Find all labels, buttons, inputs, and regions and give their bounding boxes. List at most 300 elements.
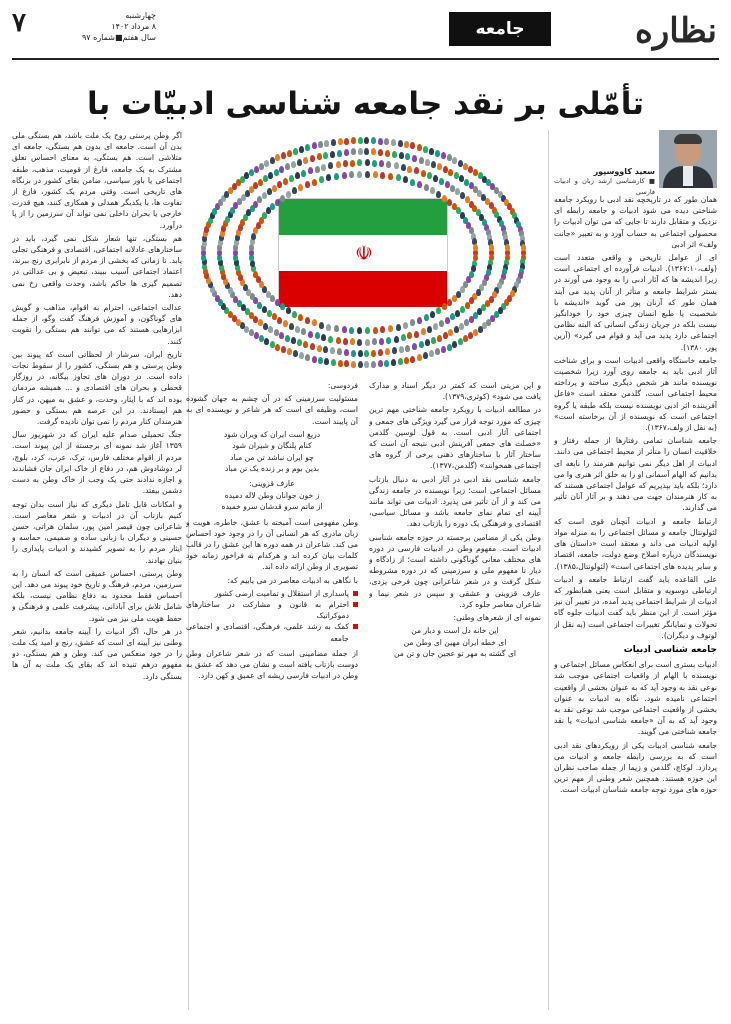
crowd-figure [281, 152, 286, 159]
crowd-figure [330, 347, 335, 354]
crowd-figure [419, 157, 424, 164]
crowd-figure [289, 175, 294, 182]
crowd-figure [344, 349, 349, 356]
crowd-figure [380, 326, 385, 333]
crowd-figure [262, 306, 267, 313]
crowd-figure [258, 319, 263, 326]
iran-flag-crowd-illustration [186, 130, 541, 375]
crowd-figure [473, 244, 478, 251]
crowd-figure [398, 140, 403, 147]
crowd-figure [403, 322, 408, 329]
crowd-figure [436, 191, 441, 198]
poem-line: چو ایران نباشد تن من مباد [230, 452, 314, 462]
crowd-figure [337, 348, 342, 355]
crowd-figure [365, 327, 370, 334]
crowd-figure [295, 172, 300, 179]
crowd-figure [328, 162, 333, 169]
crowd-figure [272, 185, 277, 192]
crowd-figure [358, 148, 363, 155]
crowd-figure [279, 332, 284, 339]
crowd-figure [343, 338, 348, 345]
crowd-figure [401, 164, 406, 171]
crowd-figure [349, 171, 354, 178]
crowd-figure [373, 327, 378, 334]
crowd-figure [410, 179, 415, 186]
poem-verse [369, 625, 541, 659]
crowd-figure [293, 350, 298, 357]
poem-line: ز خون جوانان وطن لاله دمیده [224, 490, 320, 500]
article-paragraph: جامعه شناسی ادبیات یکی از رویکردهای نقد ادبی است که به بررسی رابطه جامعه و ادبیات می پردازد. لوکاچ، گلدمن و زیما از جمله صاحب نظران این حوزه هستند. همچنین شعر وطنی از مهم ترین حوزه های مورد توجه جامعه شناسان ادبیات است. [554, 740, 717, 795]
crowd-figure [469, 316, 474, 323]
crowd-figure [298, 184, 303, 191]
crowd-figure [312, 356, 317, 363]
crowd-figure [429, 148, 434, 155]
crowd-figure [305, 354, 310, 361]
crowd-figure [403, 176, 408, 183]
crowd-figure [433, 323, 438, 330]
crowd-figure [419, 341, 424, 348]
crowd-figure [283, 178, 288, 185]
header-rule [12, 58, 719, 60]
article-subcolumn-a [369, 380, 541, 1010]
crowd-figure [425, 339, 430, 346]
crowd-figure [447, 199, 452, 206]
article-paragraph: جامعه خاستگاه واقعی ادبیات است و برای شناخت آثار ادبی باید به جامعه روی آورد زیرا شخصیت نویسنده مانند هر شخص دیگری ساخته و پرداخته محیط اجتماعی است، گلدمن معتقد است «فاعل آفریننده اثر ادبی نویسنده نیست بلکه طبقه یا گروه اجتماعی است که نویسنده از آن برخاسته است» (به نقل از ولف،۱۳۶۷). [554, 355, 717, 433]
bullet-item: احترام به قانون و مشارکت در ساختارهای دموکراتیک [186, 599, 358, 621]
crowd-figure [312, 142, 317, 149]
crowd-figure [431, 337, 436, 344]
crowd-figure [303, 341, 308, 348]
issue-day: چهارشنبه [125, 11, 156, 20]
article-paragraph: عدالت اجتماعی، احترام به اقوام، مذاهب و گویش های گوناگون، و آموزش فرهنگ گفت وگو، از جمله ابزارهایی هستند که می توانند هم بستگی را تقویت کنند. [12, 303, 182, 346]
crowd-figure [357, 159, 362, 166]
crowd-figure [447, 344, 452, 351]
crowd-figure [414, 167, 419, 174]
crowd-figure [388, 173, 393, 180]
crowd-figure [286, 191, 291, 198]
crowd-figure [489, 244, 494, 251]
crowd-figure [274, 329, 279, 336]
crowd-figure [431, 161, 436, 168]
bullet-item: کمک به رشد علمی، فرهنگی، اقتصادی و اجتماعی جامعه [186, 621, 358, 643]
crowd-figure [379, 160, 384, 167]
crowd-figure [423, 146, 428, 153]
crowd-figure [412, 155, 417, 162]
crowd-figure [323, 346, 328, 353]
crowd-figure [452, 341, 457, 348]
article-paragraph: ای از عوامل تاریخی و واقعی متعدد است (ولف،۱۳۶۷:۱۰). ادبیات فرآورده ای اجتماعی است زیرا اندیشه ها که آثار ادبی را به وجود می آورند در بستر شرایط جامعه و متأثر از آنان پدید می آیند همان طور که آرنان پور می گوید «اندیشه با شخصیت یا طبع انسان چیزی خود را خودانگیز نیست بلکه در جریان زندگی انسانی که البته نظامی اجتماعی دارد پدید می آید و قوام می گیرد» (آرین پور، ۱۳۸۰). [554, 253, 717, 352]
poem-verse [186, 429, 358, 475]
crowd-figure [473, 329, 478, 336]
crowd-figure [404, 141, 409, 148]
crowd-figure [277, 317, 282, 324]
crowd-figure [437, 335, 442, 342]
crowd-figure [285, 163, 290, 170]
crowd-figure [399, 346, 404, 353]
crowd-figure [445, 181, 450, 188]
crowd-figure [317, 153, 322, 160]
article-paragraph: جامعه شناسی نقد ادبی در آثار ادبی به دنبال بازتاب مسائل اجتماعی است؛ زیرا نویسنده در جامعه زندگی می کند و از آن تأثیر می پذیرد. ادبیات می تواند مانند آیینه ای تمام نمای جامعه باشد و مسائل سیاسی، اقتصادی و فرهنگی یک دوره را بازتاب دهد. [369, 474, 541, 529]
crowd-figure [351, 148, 356, 155]
crowd-figure [292, 311, 297, 318]
crowd-figure [398, 358, 403, 365]
crowd-figure [448, 329, 453, 336]
crowd-figure [277, 181, 282, 188]
crowd-figure [405, 345, 410, 352]
crowd-figure [357, 327, 362, 334]
crowd-figure [427, 326, 432, 333]
crowd-figure [365, 159, 370, 166]
poem-line: کنام پلنگان و شیران شود [232, 441, 312, 451]
column-divider [548, 130, 549, 1010]
crowd-figure [399, 152, 404, 159]
crowd-figure [478, 326, 483, 333]
crowd-figure [270, 341, 275, 348]
crowd-figure [350, 160, 355, 167]
crowd-figure [268, 326, 273, 333]
crowd-figure [274, 169, 279, 176]
crowd-figure [308, 167, 313, 174]
crowd-figure [410, 319, 415, 326]
crowd-figure [358, 137, 363, 144]
crowd-figure [244, 326, 249, 333]
crowd-figure [521, 244, 526, 251]
crowd-figure [298, 314, 303, 321]
article-paragraph: نمونه ای از شعرهای وطنی: [453, 613, 541, 623]
crowd-figure [421, 328, 426, 335]
crowd-figure [407, 332, 412, 339]
article-paragraph: علی القاعده باید گفت ارتباط جامعه و ادبیات ارتباطی دوسویه و متقابل است یعنی همانطور که ادبیات از شرایط اجتماعی پدید آمده، در تغییر آن نیز مؤثر است. از این منظر باید گفت ادبیات جلوه گاه تحولات و نمایانگر تغییرات اجتماعی است (به نقل از لوتوف و دیگران). [554, 574, 717, 640]
crowd-figure [410, 356, 415, 363]
crowd-figure [396, 174, 401, 181]
crowd-figure [372, 160, 377, 167]
crowd-figure [481, 304, 486, 311]
crowd-figure [445, 317, 450, 324]
crowd-figure [424, 314, 429, 321]
crowd-figure [326, 324, 331, 331]
crowd-figure [490, 315, 495, 322]
article-paragraph: تاریخ ایران، سرشار از لحظاتی است که پیوند بین وطن پرستی و هم بستگی، کشور را از سقوط نجات داده است. در دوران های تجاوز بیگانه، در روزگار قحطی و بحران های اقتصادی و ... همیشه مردمان بوده اند که با ایثار، وحدت، و عشق به میهن، در کنار هم ایستادند. در این عرصه هم بستگی و حضور هنرمندان کنار مردم را نمی توان نادیده گرفت. [12, 349, 182, 427]
crowd-figure [253, 316, 258, 323]
crowd-figure [435, 348, 440, 355]
crowd-figure [328, 336, 333, 343]
crowd-figure [358, 350, 363, 357]
crowd-figure [349, 327, 354, 334]
crowd-figure [275, 154, 280, 161]
poem-line: ای گشته به مهر تو عجین جان و تن من [393, 649, 516, 659]
crowd-figure [287, 348, 292, 355]
crowd-figure [270, 157, 275, 164]
crowd-figure [305, 181, 310, 188]
crowd-figure [285, 335, 290, 342]
crowd-figure [312, 319, 317, 326]
crowd-figure [344, 149, 349, 156]
crowd-figure [295, 326, 300, 333]
crowd-figure [427, 172, 432, 179]
crowd-figure [371, 137, 376, 144]
article-paragraph: در هر حال، اگر ادبیات را آیینه جامعه بدانیم، شعر وطنی نیز آیینه ای است که عشق، رنج و امید یک ملت را در خود منعکس می کند. وطن و هم بستگی، دو مفهوم درهم تنیده اند که بقای یک ملت به آن ها بستگی دارد. [12, 626, 182, 681]
article-paragraph: جنگ تحمیلی صدام علیه ایران که در شهریور سال ۱۳۵۹ آغاز شد نمونه ای برجسته از این پیوند است. مردم از اقوام مختلف فارس، ترک، عرب، کرد، بلوچ، لر دوشادوش هم، در دفاع از خاک ایران جان فشاندند و اجازه ندادند حتی یک وجب از خاک وطن به دست دشمن بیفتد. [12, 430, 182, 496]
crowd-figure [412, 343, 417, 350]
crowd-figure [433, 175, 438, 182]
crowd-figure [350, 338, 355, 345]
crowd-figure [342, 172, 347, 179]
crowd-figure [315, 332, 320, 339]
crowd-figure [319, 322, 324, 329]
crowd-figure [275, 344, 280, 351]
crowd-figure [448, 169, 453, 176]
issue-date: ۸ مرداد ۱۴۰۲ [111, 22, 156, 31]
crowd-figure [283, 320, 288, 327]
crowd-figure [456, 291, 461, 298]
page-header [0, 0, 731, 62]
crowd-figure [318, 357, 323, 364]
bullet-item: پاسداری از استقلال و تمامیت ارضی کشور [186, 588, 358, 599]
crowd-figure [404, 357, 409, 364]
crowd-figure [380, 172, 385, 179]
crowd-figure [297, 159, 302, 166]
article-subcolumn-b [186, 380, 358, 1010]
article-paragraph: ادبیات بستری است برای انعکاس مسائل اجتماعی و نویسنده با الهام از واقعیات اجتماعی موجب شد نوعی نقد به وجود آید که به عنوان بخشی از واقعیت اجتماعی نامیده شود. نگاه به ادبیات به عنوان بخشی از واقعیت اجتماعی موجب شد نوعی نقد به وجود آید که به آن «جامعه شناسی ادبیات» یا نقد جامعه شناختی می گویند. [554, 660, 717, 737]
crowd-figure [424, 184, 429, 191]
crowd-figure [463, 335, 468, 342]
crowd-figure [410, 142, 415, 149]
bullet-list [186, 588, 358, 644]
crowd-figure [421, 170, 426, 177]
poem-line: از ماتم سرو قدشان سرو خمیده [221, 502, 323, 512]
crowd-figure [299, 146, 304, 153]
crowd-figure [262, 192, 267, 199]
crowd-figure [364, 350, 369, 357]
crowd-figure [385, 150, 390, 157]
crowd-figure [287, 150, 292, 157]
crowd-figure [439, 178, 444, 185]
article-paragraph: در مطالعه ادبیات با رویکرد جامعه شناختی مهم ترین چیزی که مورد توجه قرار می گیرد ویژگی های جمعی و اجتماعی آثار ادبی است. به قول لوسین گلدمن «خصلت های جمعی آفرینش ادبی نتیجه آن است که ساختار آثار با ساختارهای ذهنی برخی از گروه های اجتماعی همخوانند» (گلدمن،۱۳۷۷). [369, 405, 541, 471]
crowd-figure [391, 139, 396, 146]
crowd-figure [301, 170, 306, 177]
crowd-figure [289, 323, 294, 330]
crowd-figure [452, 295, 457, 302]
crowd-figure [482, 322, 487, 329]
article-paragraph: مسئولیت سرزمینی که در آن چشم به جهان گشوده است، وظیفه ای است که هر شاعر و نویسنده ای به آن پایبند است. [186, 394, 358, 426]
article-column-right [554, 130, 717, 1010]
article-paragraph: و امکانات قابل تامل دیگری که نیاز است بدان توجه کنیم بازتاب آن در ادبیات و شعر معاصر است. شاعرانی چون قیصر امین پور، سلمان هراتی، حسن حسینی و دیگران با زبانی ساده و صمیمی، حماسه و ایثار مردم را به تصویر کشیدند و ادبیات پایداری را بنیان نهادند. [12, 499, 182, 565]
article-paragraph: وطن یکی از مضامین برجسته در حوزه جامعه شناسی ادبیات است. مفهوم وطن در ادبیات فارسی در دوره های مختلف معانی گوناگونی داشته است؛ از زادگاه و دیار تا مفهوم ملی و سرزمینی که در دوره مشروطه شکل گرفت و در شعر شاعرانی چون فرخی یزدی، عارف قزوینی و عشقی و سپس در شعر نیما و شاعران معاصر جلوه کرد. [369, 532, 541, 609]
crowd-figure [286, 307, 291, 314]
crowd-figure [396, 324, 401, 331]
crowd-figure [378, 349, 383, 356]
sub-heading: جامعه شناسی ادبیات [623, 644, 717, 655]
crowd-figure [357, 171, 362, 178]
crowd-figure [326, 174, 331, 181]
crowd-figure [465, 302, 470, 309]
crowd-figure [394, 336, 399, 343]
crowd-figure [324, 140, 329, 147]
crowd-figure [423, 352, 428, 359]
author-role: ■ کارشناسی ارشد زبان و ادبیات فارسی [554, 177, 655, 197]
crowd-figure [458, 338, 463, 345]
crowd-figure [268, 172, 273, 179]
crowd-figure [336, 161, 341, 168]
crowd-figure [417, 181, 422, 188]
crowd-figure [414, 331, 419, 338]
crowd-figure [372, 338, 377, 345]
crowd-figure [351, 350, 356, 357]
crowd-figure [365, 171, 370, 178]
crowd-figure [447, 299, 452, 306]
crowd-figure [342, 326, 347, 333]
crowd-figure [321, 164, 326, 171]
poem-line: ای خطه ایران مهین ای وطن من [403, 637, 507, 647]
crowd-figure [338, 360, 343, 367]
section-badge: جامعه [449, 12, 551, 46]
crowd-figure [281, 346, 286, 353]
crowd-figure [338, 138, 343, 145]
issue-meta [46, 10, 156, 43]
crowd-figure [441, 346, 446, 353]
crowd-figure [388, 325, 393, 332]
poem-line: بدین بوم و بر زنده یک تن مباد [224, 464, 320, 474]
crowd-figure [417, 144, 422, 151]
article-paragraph: فردوسی: [327, 381, 358, 390]
iran-flag-icon [278, 198, 448, 306]
crowd-figure [324, 358, 329, 365]
crowd-figure [442, 303, 447, 310]
crowd-figure [439, 320, 444, 327]
crowd-figure [371, 361, 376, 368]
crowd-figure [447, 154, 452, 161]
crowd-figure [301, 328, 306, 335]
crowd-figure [266, 291, 271, 298]
crowd-figure [292, 187, 297, 194]
crowd-figure [305, 317, 310, 324]
crowd-figure [468, 332, 473, 339]
crowd-figure [315, 166, 320, 173]
article-paragraph: اگر وطن پرستی روح یک ملت باشد، هم بستگی ملی بدن آن است. جامعه ای بدون هم بستگی، جامعه ای متلاشی است. هم بستگی، به معنای احساس تعلق مشترک به یک جامعه، فارغ از قومیت، مذهب، طبقه اجتماعی یا باور سیاسی، ضامن بقای کشور در بزنگاه های تاریخی است. وقتی مردم یک کشور، فارغ از تفاوت ها، با یکدیگر همدلی و همکاری کنند، هیچ قدرت خارجی یا بحران داخلی نمی تواند آن سرزمین را از پا درآورد. [12, 131, 182, 230]
crowd-figure [459, 323, 464, 330]
crowd-figure [417, 354, 422, 361]
crowd-figure [452, 157, 457, 164]
crowd-figure [401, 334, 406, 341]
crowd-figure [344, 138, 349, 145]
crowd-figure [299, 352, 304, 359]
crowd-figure [357, 339, 362, 346]
crowd-figure [391, 359, 396, 366]
crowd-figure [254, 332, 259, 339]
crowd-figure [259, 335, 264, 342]
crowd-figure [473, 312, 478, 319]
article-paragraph: وطن مفهومی است آمیخته با عشق، خاطره، هویت و زبان مادری که هر انسانی آن را در وجود خود احساس می کند. شاعران در همه دوره ها این عشق را در قالب کلمات بیان کرده اند و هرکدام به فراخور زمانه خود تصویری از وطن ارائه داده اند. [186, 517, 358, 572]
crowd-figure [384, 360, 389, 367]
crowd-figure [330, 151, 335, 158]
author-block [554, 130, 717, 197]
crowd-figure [378, 138, 383, 145]
crowd-figure [378, 149, 383, 156]
crowd-figure [371, 148, 376, 155]
poem-verse [186, 478, 358, 512]
article-column-center [186, 380, 541, 1010]
author-photo [659, 130, 717, 188]
crowd-figure [264, 160, 269, 167]
crowd-figure [267, 188, 272, 195]
crowd-figure [373, 171, 378, 178]
crowd-figure [291, 161, 296, 168]
crowd-figure [293, 148, 298, 155]
crowd-figure [323, 152, 328, 159]
crowd-figure [442, 195, 447, 202]
page-number: ۷ [12, 8, 26, 38]
crowd-figure [343, 160, 348, 167]
crowd-figure [430, 311, 435, 318]
author-name: سعید کاووسپور [593, 167, 655, 176]
article-headline: تأمّلی بر نقد جامعه شناسی ادبیّات با [86, 86, 645, 122]
crowd-figure [464, 319, 469, 326]
crowd-figure [394, 162, 399, 169]
emblem-icon: ☫ [355, 241, 373, 265]
crowd-figure [240, 322, 245, 329]
crowd-figure [443, 166, 448, 173]
crowd-figure [351, 137, 356, 144]
crowd-figure [272, 313, 277, 320]
crowd-figure [337, 150, 342, 157]
crowd-figure [435, 150, 440, 157]
crowd-figure [351, 361, 356, 368]
crowd-figure [392, 347, 397, 354]
crowd-figure [308, 331, 313, 338]
crowd-figure [407, 166, 412, 173]
crowd-figure [364, 137, 369, 144]
crowd-figure [454, 326, 459, 333]
article-paragraph: هم بستگی، تنها شعار شکل نمی گیرد، باید در ساختارهای عادلانه اجتماعی، اقتصادی و فرهنگی تجلی یابد. تا زمانی که بخشی از مردم از نابرابری رنج ببرند، اعتماد اجتماعی آسیب ببیند، تبعیض و بی عدالتی در تصمیم گیری ها حاکم باشد، وحدت واقعی رخ نمی دهد. [12, 233, 182, 299]
crowd-figure [331, 139, 336, 146]
article-column-left [12, 130, 182, 1010]
crowd-figure [371, 350, 376, 357]
article-paragraph: جامعه شناسان تمامی رفتارها از جمله رفتار و خلاقیت انسان را متأثر از محیط اجتماعی می دانند. ادبیات از اهل دیگر نمی توانیم هنرمند را نابغه ای بدانیم که الهام آسمانی او را به خلق اثر هنری وا می دارد؛ بلکه باید بپذیریم که عوامل اجتماعی هستند که به کار هنرمندان جهت می دهند و بر آثار آنان تأثیر می گذارند. [554, 436, 717, 513]
crowd-figure [436, 307, 441, 314]
crowd-figure [336, 337, 341, 344]
crowd-figure [384, 138, 389, 145]
crowd-figure [267, 310, 272, 317]
crowd-figure [321, 334, 326, 341]
crowd-figure [303, 157, 308, 164]
crowd-figure [318, 141, 323, 148]
crowd-figure [450, 313, 455, 320]
crowd-figure [385, 348, 390, 355]
crowd-figure [257, 302, 262, 309]
article-paragraph: و این مزیتی است که کمتر در دیگر اسناد و مدارک یافت می شود» (کوثری،۱۳۷۹). [369, 381, 541, 402]
poem-line: عارف قزوینی: [249, 479, 295, 489]
crowd-figure [358, 361, 363, 368]
crowd-figure [334, 325, 339, 332]
crowd-figure [259, 163, 264, 170]
crowd-figure [263, 323, 268, 330]
crowd-figure [279, 166, 284, 173]
crowd-figure [437, 163, 442, 170]
crowd-figure [430, 187, 435, 194]
crowd-figure [429, 350, 434, 357]
crowd-figure [460, 306, 465, 313]
crowd-figure [280, 303, 285, 310]
crowd-figure [319, 176, 324, 183]
poem-line: دریغ است ایران که ویران شود [223, 429, 321, 439]
crowd-figure [425, 159, 430, 166]
crowd-figure [334, 173, 339, 180]
poem-line: این خانه دل است و دیار من [411, 626, 499, 636]
crowd-figure [443, 332, 448, 339]
crowd-figure [310, 343, 315, 350]
crowd-figure [392, 151, 397, 158]
issue-number: سال هفتم■شماره ۹۷ [81, 33, 156, 42]
